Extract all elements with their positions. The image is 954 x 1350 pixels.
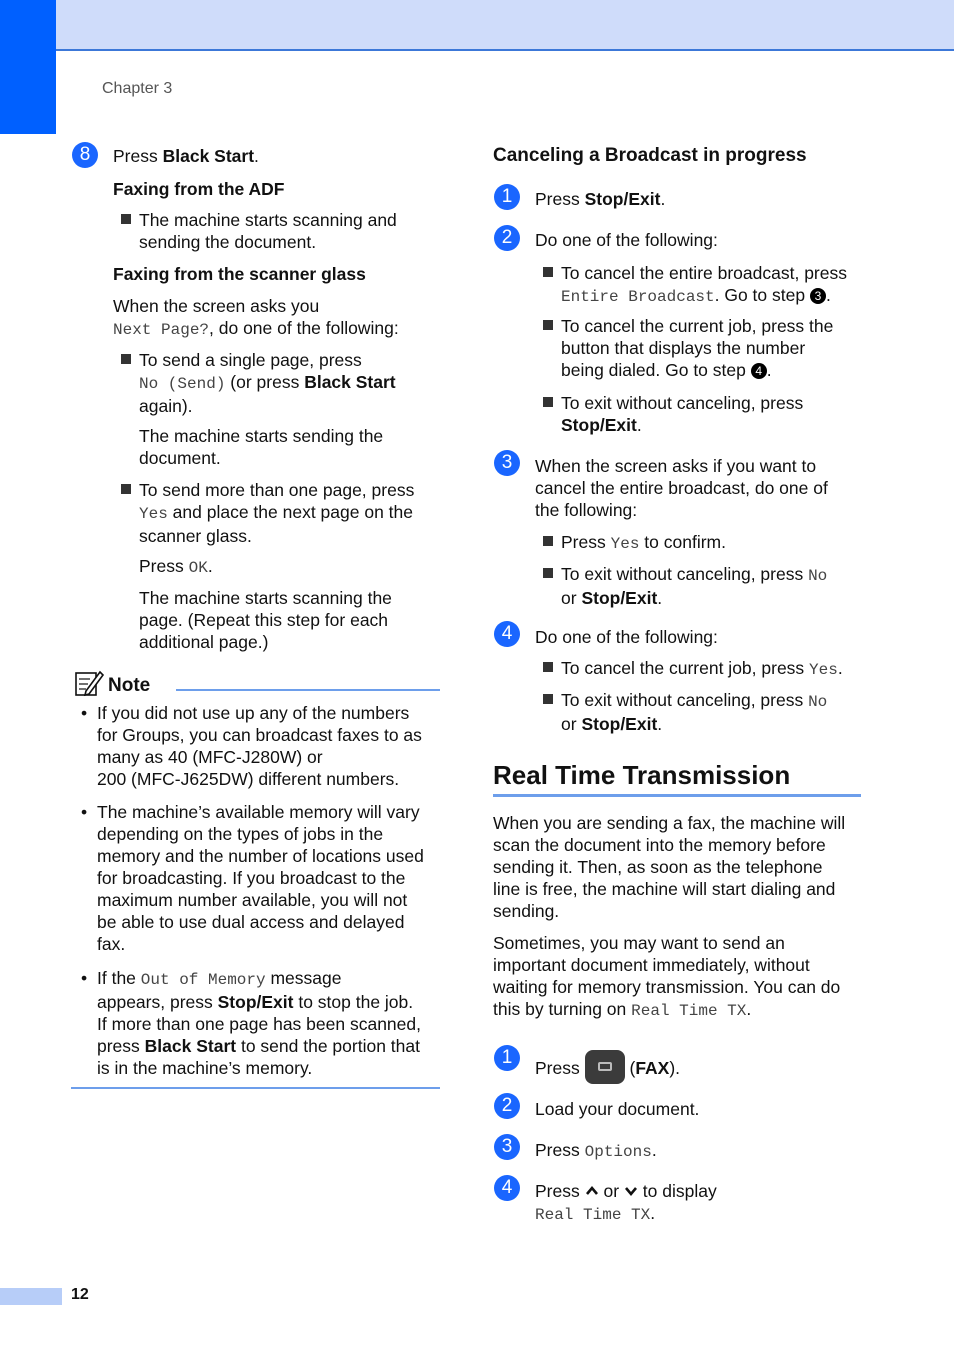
exit-no-bullet: To exit without canceling, press No or Stop/Exit. (561, 564, 828, 608)
adf-heading: Faxing from the ADF (113, 179, 285, 199)
rt-step-4-number: 4 (494, 1175, 520, 1201)
more-pages-result: The machine starts scanning the page. (Repeat this step for each additional page.) (139, 588, 392, 652)
chapter-label: Chapter 3 (102, 80, 173, 97)
rt-step-3-number: 3 (494, 1134, 520, 1160)
cancel-step-2: Do one of the following: (535, 230, 718, 250)
bullet (543, 536, 553, 546)
rt-step-3: Press Options. (535, 1140, 657, 1161)
exit-bullet: To exit without canceling, press Stop/Exit. (561, 393, 804, 435)
page-number: 12 (71, 1286, 89, 1303)
bullet (543, 568, 553, 578)
bullet (543, 397, 553, 407)
bullet (543, 694, 553, 704)
cancel-entire-bullet: To cancel the entire broadcast, press Entire Broadcast. Go to step 3 . (561, 263, 847, 306)
more-pages-bullet: To send more than one page, press Yes and place the next page on the scanner glass. (139, 480, 415, 546)
bullet (121, 354, 131, 364)
bullet-dot: • (81, 802, 88, 822)
fax-button-icon[interactable] (585, 1050, 625, 1084)
glass-heading: Faxing from the scanner glass (113, 264, 366, 284)
step-2-number: 2 (494, 225, 520, 251)
rt-step-1: Press (FAX). (535, 1050, 680, 1084)
rt-step-4: Press or to display Real Time TX. (535, 1181, 717, 1224)
bullet (543, 320, 553, 330)
down-arrow-icon (624, 1184, 638, 1198)
rt-paragraph-2: Sometimes, you may want to send an important document immediately, without waiting for memory transmission. You can do this by turning on Real Time TX. (493, 933, 841, 1020)
cancel-step-4: Do one of the following: (535, 627, 718, 647)
bullet-dot: • (81, 968, 88, 988)
cancel-step-3: When the screen asks if you want to cancel the entire broadcast, do one of the following: (535, 456, 828, 520)
note-title: Note (108, 675, 151, 696)
footer-bar (0, 1288, 62, 1305)
cancel-current-yes-bullet: To cancel the current job, press Yes. (561, 658, 843, 679)
note-bottom-rule (71, 1087, 440, 1089)
step-3-number: 3 (494, 450, 520, 476)
glass-intro: When the screen asks you Next Page?, do one of the following: (113, 296, 399, 339)
single-page-result: The machine starts sending the document. (139, 426, 384, 468)
step-8-text: Press Black Start. (113, 146, 259, 166)
note-bullet-1: If you did not use up any of the numbers for Groups, you can broadcast faxes to as many as 40 (MFC-J280W) or 200 (MFC-J625DW) different numbers. (97, 703, 422, 789)
step-4-number: 4 (494, 621, 520, 647)
note-bullet-3: If the Out of Memory message appears, press Stop/Exit to stop the job. If more than one page has been scanned, press Black Start to send the portion that is in the machine’s memory. (97, 968, 421, 1078)
bullet (121, 484, 131, 494)
cancel-current-bullet: To cancel the current job, press the button that displays the number being dialed. Go to step 4 . (561, 316, 834, 380)
rt-step-1-number: 1 (494, 1045, 520, 1071)
heading-rule (493, 794, 861, 797)
rt-step-2-number: 2 (494, 1093, 520, 1119)
step-8-number: 8 (72, 142, 98, 168)
confirm-bullet: Press Yes to confirm. (561, 532, 726, 553)
bullet (543, 267, 553, 277)
bullet (543, 662, 553, 672)
bullet (121, 214, 131, 224)
note-icon (74, 669, 104, 697)
adf-bullet-text: The machine starts scanning and sending the document. (139, 210, 397, 252)
press-ok: Press OK. (139, 556, 213, 577)
single-page-bullet: To send a single page, press No (Send) (or press Black Start again). (139, 350, 396, 416)
exit-no-bullet-2: To exit without canceling, press No or Stop/Exit. (561, 690, 828, 734)
bullet-dot: • (81, 703, 88, 723)
real-time-heading: Real Time Transmission (493, 760, 791, 790)
note-bullet-2: The machine’s available memory will vary depending on the types of jobs in the memory and the number of locations used for broadcasting. If you broadcast to the maximum number available, you will not be able to use dual access and delayed fax. (97, 802, 424, 954)
rt-paragraph-1: When you are sending a fax, the machine will scan the document into the memory before sending it. Then, as soon as the telephone line is free, the machine will start dialing and sending. (493, 813, 846, 921)
rt-step-2: Load your document. (535, 1099, 700, 1119)
cancel-step-1: Press Stop/Exit. (535, 189, 666, 209)
note-top-rule (176, 689, 440, 691)
cancel-broadcast-heading: Canceling a Broadcast in progress (493, 145, 807, 166)
up-arrow-icon (585, 1184, 599, 1198)
header-band (0, 0, 954, 51)
chapter-tab (0, 0, 56, 134)
step-1-number: 1 (494, 184, 520, 210)
